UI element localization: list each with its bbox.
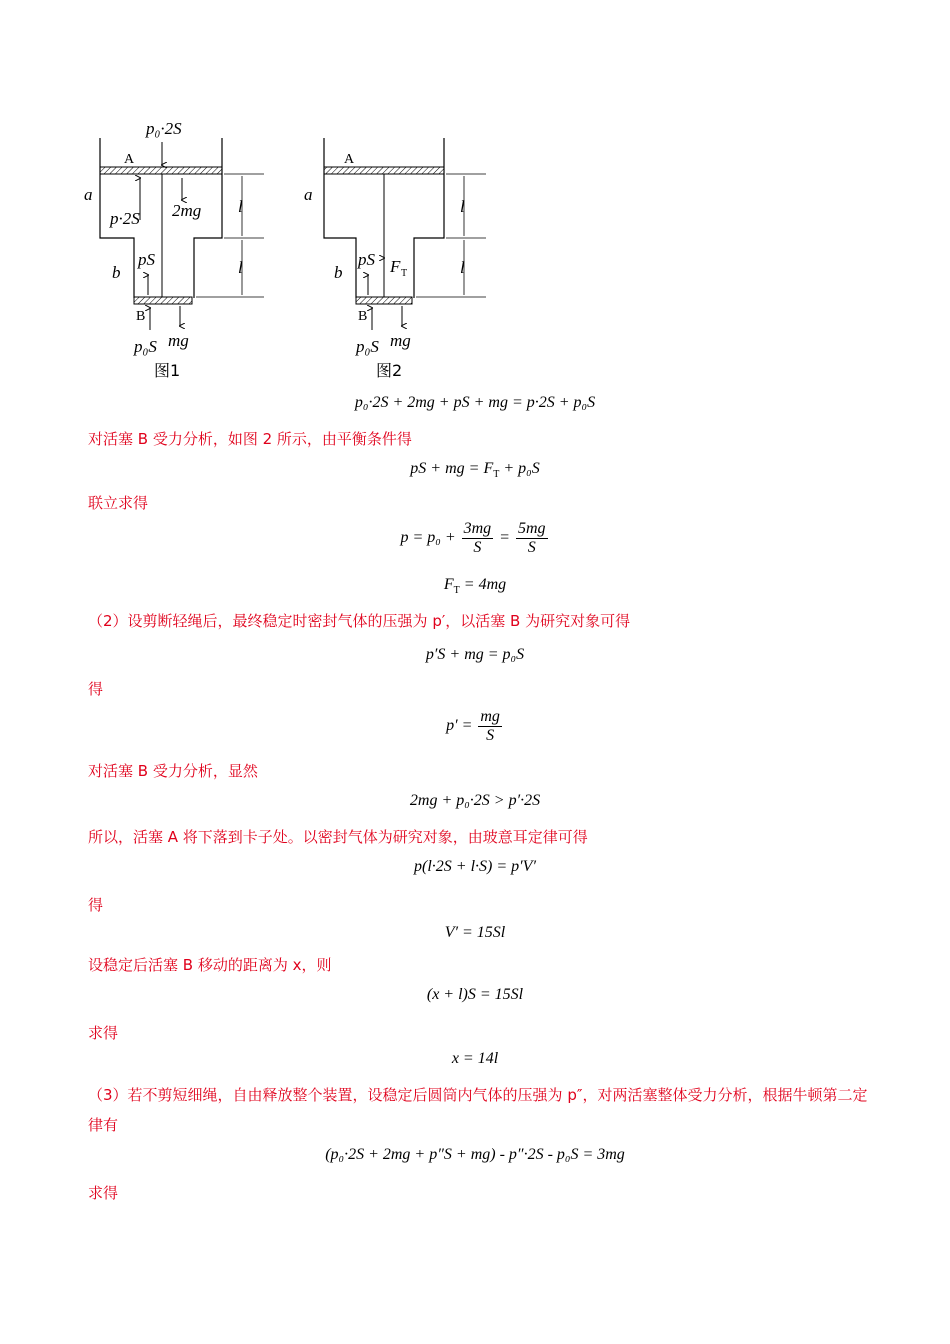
fig1-label-l2: l — [238, 258, 243, 277]
equation-6 — [0, 708, 950, 745]
fig2-label-b: b — [334, 263, 343, 282]
eq3-head: p = p₀ + — [400, 529, 456, 547]
eq4-sub: T — [453, 585, 460, 597]
text-line-1: 对活塞 B 受力分析，如图 2 所示，由平衡条件得 — [88, 430, 412, 448]
eq4-tail: = 4mg — [459, 576, 507, 593]
fig2-label-p0S: p₀S — [356, 337, 379, 356]
eq6-fraction — [478, 708, 502, 745]
text-line-6: 所以，活塞 A 将下落到卡子处。以密封气体为研究对象，由玻意耳定律可得 — [88, 828, 588, 846]
figure-1 — [84, 120, 284, 390]
fig1-label-2mg: 2mg — [172, 201, 202, 220]
equation-7: 2mg + p₀·2S > p′·2S — [409, 792, 541, 809]
equation-4 — [0, 576, 950, 596]
eq6-den: S — [486, 727, 495, 744]
text-line-7: 得 — [88, 896, 104, 914]
equation-3 — [0, 520, 950, 557]
eq3-fraction-1 — [462, 520, 494, 557]
fig2-label-a: a — [304, 185, 313, 204]
fig1-label-a: a — [84, 185, 93, 204]
fig2-label-A: A — [344, 152, 355, 167]
text-line-3: （2）设剪断轻绳后，最终稳定时密封气体的压强为 p′，以活塞 B 为研究对象可得 — [88, 612, 631, 630]
fig2-label-l1: l — [460, 197, 465, 216]
equation-11: x = 14l — [451, 1050, 499, 1067]
fig1-label-mg: mg — [168, 331, 189, 350]
figure-2 — [300, 120, 500, 390]
eq3-f2-num: 5mg — [517, 520, 546, 537]
equation-5: p′S + mg = p₀S — [425, 646, 525, 663]
eq3-f1-num: 3mg — [463, 520, 492, 537]
fig1-label-A: A — [124, 152, 135, 167]
fig2-label-mg: mg — [390, 331, 411, 350]
eq4-head: F — [443, 576, 454, 593]
fig1-label-b: b — [112, 263, 121, 282]
fig1-label-pS: pS — [138, 250, 155, 269]
eq2-tail: + p₀S — [499, 460, 540, 477]
fig2-label-l2: l — [460, 258, 465, 277]
equation-12: (p₀·2S + 2mg + p″S + mg) - p″·2S - p₀S = 3mg — [325, 1146, 625, 1163]
equation-1: p₀·2S + 2mg + pS + mg = p·2S + p₀S — [354, 394, 596, 411]
fig1-label-l1: l — [238, 197, 243, 216]
text-line-5: 对活塞 B 受力分析，显然 — [88, 762, 258, 780]
fig2-label-pS: pS — [358, 250, 375, 269]
text-line-4: 得 — [88, 680, 104, 698]
text-line-2: 联立求得 — [88, 494, 149, 512]
text-line-9: 求得 — [88, 1024, 119, 1042]
eq3-fraction-2 — [516, 520, 548, 557]
eq6-head: p′ = — [446, 717, 473, 735]
fig1-label-p0S: p₀S — [134, 337, 157, 356]
text-line-10: （3）若不剪短细绳，自由释放整个装置，设稳定后圆筒内气体的压强为 p″，对两活塞整体受力分析，根据牛顿第二定律有 — [88, 1086, 868, 1134]
eq3-f2-den: S — [527, 539, 536, 556]
eq3-eq: = — [499, 529, 510, 547]
equation-10: (x + l)S = 15Sl — [426, 986, 524, 1003]
equation-8: p(l·2S + l·S) = p′V′ — [414, 858, 536, 875]
fig1-label-p2S: p·2S — [110, 209, 140, 228]
equation-2 — [0, 460, 950, 480]
fig2-label-FT: F — [390, 257, 401, 276]
fig2-label-FT-sub: T — [401, 268, 408, 279]
equation-9: V′ = 15Sl — [444, 924, 506, 941]
eq3-f1-den: S — [473, 539, 482, 556]
fig1-top-force-label: p₀·2S — [146, 120, 182, 138]
fig2-caption: 图2 — [376, 361, 403, 380]
fig1-label-B: B — [136, 309, 146, 324]
fig1-caption: 图1 — [154, 361, 181, 380]
eq2-sub: T — [493, 469, 500, 481]
text-line-8: 设稳定后活塞 B 移动的距离为 x，则 — [88, 956, 332, 974]
eq2-head: pS + mg = F — [410, 460, 494, 477]
eq6-num: mg — [480, 708, 500, 725]
fig2-label-B: B — [358, 309, 368, 324]
text-line-11: 求得 — [88, 1184, 119, 1202]
